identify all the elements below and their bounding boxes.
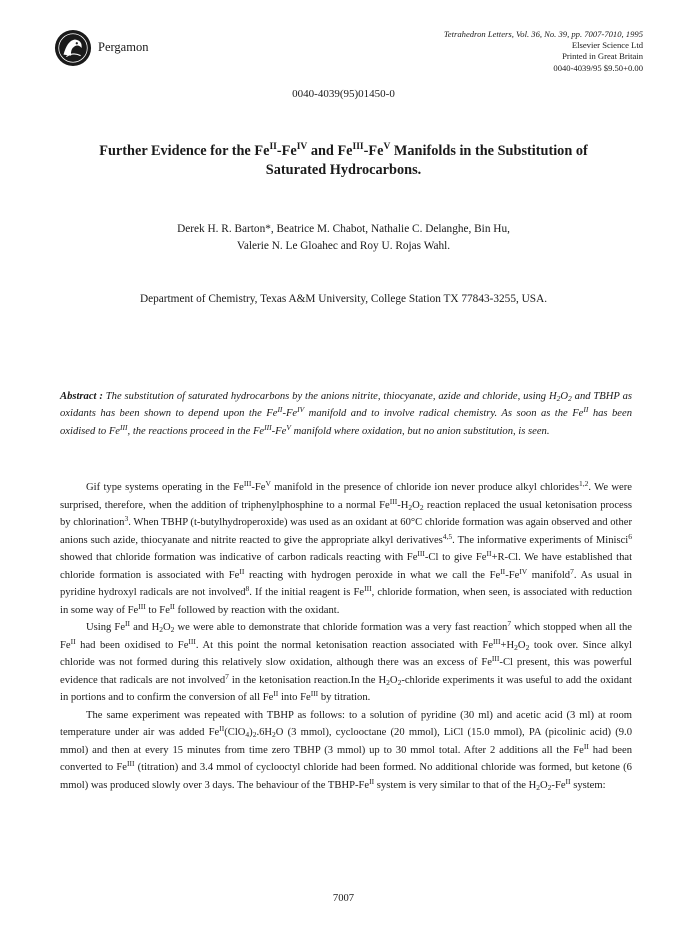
journal-publisher-line: Elsevier Science Ltd [571,40,643,51]
authors [80,221,607,255]
paragraph-2: Using $Fe^{II}$ and $H_2O_2$ we were able to demonstrate that chloride formation was a very fast reaction$^7$ which stopped when all the $Fe^{II}$ had been oxidised to $Fe^{III}$. At this point the normal ketonisation reaction associated with $Fe^{III}+H_2O_2$ took over. Since alkyl chloride was not formed during this relatively slow oxidation, although there was an excess of $Fe^{III}-Cl$ present, this was powerful evidence that radicals are not involved$^7$ in the ketonisation reaction.In the $H_2O_2$-chloride experiments it was useful to add the oxidant in portions and to confirm the conversion of all $Fe^{II}$ into $Fe^{III}$ by titration. [60,619,633,703]
doi: 0040-4039(95)01450-0 [292,88,395,100]
journal-issn-line: 0040-4039/95 $9.50+0.00 [553,62,643,73]
body-text [60,479,632,794]
paper-title: Further Evidence for the $Fe^{II}-Fe^{IV}$ and $Fe^{III}-Fe^V$ Manifolds in the Substitution of Saturated Hydrocarbons. [99,142,588,178]
authors-line-2: Valerie N. Le Gloahec and Roy U. Rojas Wahl. [236,240,451,252]
authors-line-1: Derek H. R. Barton*, Beatrice M. Chabot, Nathalie C. Delanghe, Bin Hu, [177,223,510,235]
abstract: Abstract : The substitution of saturated hydrocarbons by the anions nitrite, thiocyanate, azide and chloride, using $H_2O_2$ and TBHP as oxidants has been shown to depend upon the $Fe^{II}-Fe^{IV}$ manifold and to involve radical chemistry. As soon as the $Fe^{II}$ has been oxidised to $Fe^{III}$, the reactions proceed in the $Fe^{III}-Fe^V$ manifold where oxidation, but no anion substitution, is seen. [60,391,633,437]
pergamon-logo [54,29,92,67]
abstract-label: Abstract : [60,391,103,402]
publisher-name: Pergamon [98,40,149,54]
journal-citation: Tetrahedron Letters, Vol. 36, No. 39, pp. 7007-7010, 1995 [443,29,643,39]
paragraph-1: Gif type systems operating in the $Fe^{III}-Fe^V$ manifold in the presence of chloride ion never produce alkyl chlorides$^{1,2}$. We were surprised, therefore, when the addition of triphenylphosphine to a normal $Fe^{III}-H_2O_2$ reaction replaced the usual ketonisation process by chlorination$^3$. When TBHP (t-butylhydroperoxide) was used as an oxidant at 60°C chloride formation was again observed and other anions such azide, thiocyanate and nitrite reacted to give the appropriate alkyl derivatives$^{4,5}$. The informative experiments of Minisci$^6$ showed that chloride formation was indicative of carbon radicals reacting with $Fe^{III}-Cl$ to give $Fe^{II}+R-Cl$. We have established that chloride formation is associated with $Fe^{II}$ reacting with hydrogen peroxide in what we call the $Fe^{II}-Fe^{IV}$ manifold$^7$. As usual in pyridine hydroxyl radicals are not involved$^8$. If the initial reagent is $Fe^{III}$, chloride formation, when seen, is associated with reduction in some way of $Fe^{III}$ to $Fe^{II}$ followed by reaction with the oxidant. [60,479,633,616]
affiliation: Department of Chemistry, Texas A&M University, College Station TX 77843-3255, USA. [139,293,548,305]
journal-info [383,29,643,74]
journal-printed-line: Printed in Great Britain [562,51,643,62]
page-number: 7007 [332,893,355,904]
paragraph-3: The same experiment was repeated with TBHP as follows: to a solution of pyridine (30 ml) and acetic acid (3 ml) at room temperature under air was added $Fe^{II}(ClO_4)_2.6H_2O$ (3 mmol), cyclooctane (20 mmol), LiCl (15.0 mmol), PA (picolinic acid) (9.0 mmol) and then at every 15 minutes from time zero TBHP (3 mmol) up to 30 mmol total. After 2 additions all the $Fe^{II}$ had been converted to $Fe^{III}$ (titration) and 3.4 mmol of cyclooctyl chloride had been formed. No additional chloride was formed, but ketone (6 mmol) was produced slowly over 3 days. The behaviour of the TBHP-$Fe^{II}$ system is very similar to that of the $H_2O_2-Fe^{II}$ system: [60,709,633,792]
